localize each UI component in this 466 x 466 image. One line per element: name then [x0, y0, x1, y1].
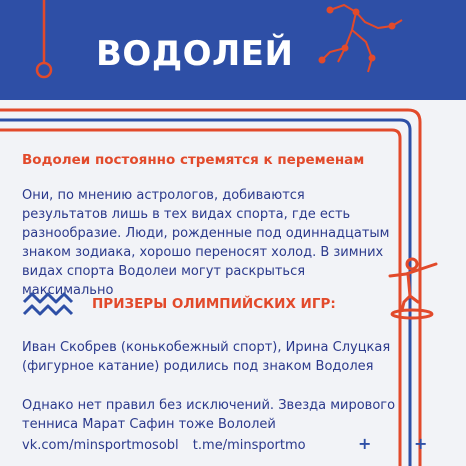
intro-heading: Водолеи постоянно стремятся к переменам: [22, 152, 365, 168]
footer-links: [22, 438, 316, 453]
plus-icon-2: +: [414, 434, 428, 453]
medalists-text: Иван Скобрев (конькобежный спорт), Ирина Слуцкая (фигурное катание) родились под знаком Водолея: [22, 340, 391, 374]
plus-icon: +: [358, 434, 372, 453]
sign-title: ВОДОЛЕЙ: [96, 34, 294, 74]
figure-skater-icon: [384, 254, 442, 322]
telegram-link[interactable]: t.me/minsportmo: [192, 438, 306, 453]
vk-link[interactable]: vk.com/minsportmosobl: [22, 438, 179, 453]
intro-text: Они, по мнению астрологов, добиваются результатов лишь в тех видах спорта, где есть разнообразие. Люди, рожденные под одиннадцатым знаком зодиака, хорошо переносят холод. В зимних видах спорта Водолеи могут раскрыться максимально: [22, 188, 390, 298]
aquarius-sign-icon: [22, 290, 74, 318]
exception-text: Однако нет правил без исключений. Звезда мирового тенниса Марат Сафин тоже Вололей: [22, 398, 396, 432]
medalists-heading: ПРИЗЕРЫ ОЛИМПИЙСКИХ ИГР:: [92, 296, 336, 312]
